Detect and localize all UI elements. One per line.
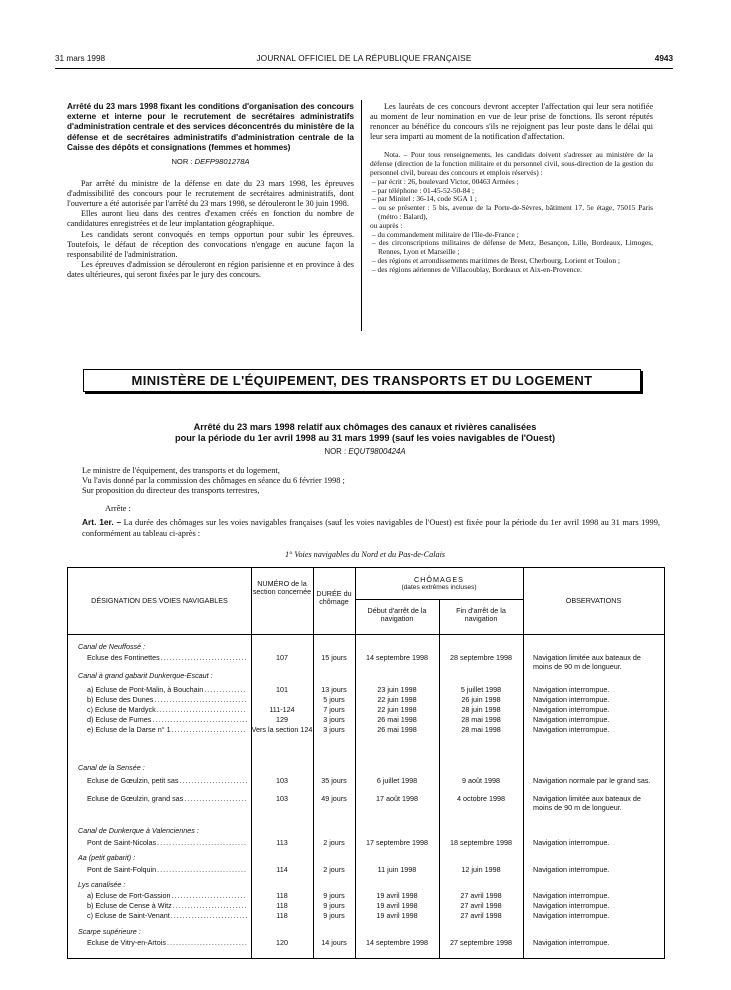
page-header <box>55 52 673 69</box>
ministry-title: MINISTÈRE DE L'ÉQUIPEMENT, DES TRANSPORTS ET DU LOGEMENT <box>131 373 593 388</box>
header-duree: DURÉE du chômage <box>316 589 352 606</box>
header-chomages-sub: (dates extrêmes incluses) <box>401 584 477 591</box>
arrete-word: Arrête : <box>105 504 131 513</box>
cell-designation: Canal de Dunkerque à Valenciennes : <box>78 826 199 835</box>
nota-item: – des régions et arrondissements maritimes de Brest, Cherbourg, Lorient et Toulon ; <box>372 255 620 265</box>
paragraph: Les candidats seront convoqués en temps opportun pour subir les épreuves. Toutefois, le défaut de réception des convocations n'engage en aucune façon la responsabilité de l'administration. <box>67 229 354 259</box>
nota-item: – ou se présenter : 5 bis, avenue de la Porte-de-Sèvres, bâtiment 17, 5e étage, 75015 Paris (métro : Balard), <box>372 203 653 221</box>
nota-item: – du commandement militaire de l'Ile-de-France ; <box>372 229 519 239</box>
article-1-text: La durée des chômages sur les voies navigables françaises (sauf les voies navigables de l'Ouest) est fixée pour la période du 1er avril 1998 au 31 mars 1999, conformément au tableau ci-après : <box>82 518 660 538</box>
cell-duree: 5 jours <box>323 695 345 704</box>
cell-debut: 11 juin 1998 <box>377 865 417 874</box>
cell-duree: 3 jours <box>323 715 345 724</box>
cell-observations: Navigation interrompue. <box>533 865 610 874</box>
cell-duree: 35 jours <box>321 776 347 785</box>
cell-debut: 23 juin 1998 <box>377 685 417 694</box>
cell-debut: 19 avril 1998 <box>376 911 418 920</box>
cell-designation: Lys canalisée : <box>78 880 126 889</box>
cell-designation: Scarpe supérieure : <box>78 927 141 936</box>
nota-block <box>370 151 653 274</box>
cell-designation: Ecluse de Gœulzin, grand sas ..... <box>87 795 247 804</box>
cell-numero: 118 <box>276 901 288 910</box>
chomages-table <box>67 567 665 959</box>
cell-designation: Ecluse de Vitry-en-Artois ..... <box>87 939 247 948</box>
arrete2-intro: Le ministre de l'équipement, des transports et du logement, Vu l'avis donné par la commission des chômages en séance du 6 février 1998 ; Sur proposition du directeur des transports terrestres, <box>82 466 345 496</box>
cell-fin: 28 mai 1998 <box>461 715 501 724</box>
cell-observations: Navigation interrompue. <box>533 695 610 704</box>
cell-observations: Navigation interrompue. <box>533 725 610 734</box>
cell-designation: a) Ecluse de Pont-Malin, à Bouchain ..... <box>87 686 247 695</box>
cell-numero: 118 <box>276 891 288 900</box>
article-1-label: Art. 1er. – <box>82 517 122 527</box>
article-1 <box>82 517 660 539</box>
arrete2-nor-code: EQUT9800424A <box>348 447 406 456</box>
cell-numero: 101 <box>276 685 288 694</box>
table-subtitle: 1° Voies navigables du Nord et du Pas-de-Calais <box>284 550 446 559</box>
cell-observations: Navigation interrompue. <box>533 938 610 947</box>
cell-designation: Canal de Neuffossé : <box>78 642 146 651</box>
cell-numero: 120 <box>276 938 288 947</box>
cell-observations: Navigation interrompue. <box>533 891 610 900</box>
cell-numero: 107 <box>276 653 288 662</box>
cell-duree: 9 jours <box>323 901 345 910</box>
cell-numero: 118 <box>276 911 288 920</box>
cell-observations: Navigation normale par le grand sas. <box>533 776 651 785</box>
cell-debut: 22 juin 1998 <box>377 695 417 704</box>
cell-duree: 2 jours <box>323 838 345 847</box>
cell-fin: 18 septembre 1998 <box>450 838 512 847</box>
cell-debut: 14 septembre 1998 <box>366 653 428 662</box>
cell-fin: 27 septembre 1998 <box>450 938 512 947</box>
arrete2-title: Arrêté du 23 mars 1998 relatif aux chômages des canaux et rivières canalisées pour la période du 1er avril 1998 au 31 mars 1999 (sauf les voies navigables de l'Ouest) <box>174 422 556 443</box>
arrete1-nor-code: DEFP9801278A <box>194 157 250 167</box>
cell-designation: Pont de Saint-Nicolas ..... <box>87 839 247 848</box>
nota-item: – par Minitel : 36-14, code SGA 1 ; <box>372 194 477 204</box>
page-number: 4943 <box>654 54 673 63</box>
header-debut: Début d'arrêt de la navigation <box>367 606 427 623</box>
cell-debut: 22 juin 1998 <box>377 705 417 714</box>
nota-aupres: ou auprès : <box>370 220 403 230</box>
cell-observations: Navigation interrompue. <box>533 715 610 724</box>
cell-numero: Vers la section 124 <box>251 725 313 734</box>
nota-item: – des régions aériennes de Villacoublay, Bordeaux et Aix-en-Provence. <box>372 264 582 274</box>
cell-designation: c) Ecluse de Mardyck ..... <box>87 706 247 715</box>
cell-duree: 14 jours <box>321 938 347 947</box>
cell-numero: 111-124 <box>269 705 295 714</box>
cell-fin: 9 août 1998 <box>462 776 500 785</box>
cell-designation: Ecluse des Fontinettes ..... <box>87 654 247 663</box>
ministry-banner <box>83 369 641 392</box>
cell-fin: 12 juin 1998 <box>461 865 501 874</box>
header-chomages: CHÔMAGES <box>414 575 464 584</box>
cell-numero: 103 <box>276 776 288 785</box>
nota-item: – par écrit : 26, boulevard Victor, 00463 Armées ; <box>372 176 519 186</box>
cell-observations: Navigation interrompue. <box>533 705 610 714</box>
cell-designation: Canal à grand gabarit Dunkerque-Escaut : <box>78 671 213 680</box>
cell-duree: 15 jours <box>321 653 347 662</box>
cell-debut: 17 septembre 1998 <box>366 838 428 847</box>
header-observations: OBSERVATIONS <box>565 596 622 605</box>
cell-fin: 28 juin 1998 <box>461 705 501 714</box>
cell-fin: 27 avril 1998 <box>460 891 502 900</box>
cell-debut: 17 août 1998 <box>376 794 418 803</box>
cell-debut: 19 avril 1998 <box>376 891 418 900</box>
cell-debut: 19 avril 1998 <box>376 901 418 910</box>
cell-duree: 7 jours <box>323 705 345 714</box>
arrete2-nor: NOR : EQUT9800424A <box>324 447 406 456</box>
cell-debut: 6 juillet 1998 <box>376 776 418 785</box>
cell-duree: 9 jours <box>323 911 345 920</box>
header-date: 31 mars 1998 <box>55 54 106 63</box>
cell-observations: Navigation interrompue. <box>533 685 610 694</box>
paragraph: Par arrêté du ministre de la défense en date du 23 mars 1998, les épreuves d'admissibilité des concours pour le recrutement de secrétaires administratifs, dont l'ouverture a été autorisée par l'arrêté du 23 mars 1998, se dérouleront le 30 juin 1998. <box>67 179 354 209</box>
cell-designation: d) Ecluse de Furnes ..... <box>87 716 247 725</box>
paragraph: Elles auront lieu dans des centres d'examen créés en fonction du nombre de candidatures enregistrées et de leur implantation géographique. <box>67 209 354 229</box>
paragraph: Les épreuves d'admission se dérouleront en région parisienne et en province à des dates ultérieures, qui seront fixées par le jury des concours. <box>67 259 354 279</box>
cell-numero: 103 <box>276 794 288 803</box>
cell-observations: Navigation limitée aux bateaux de moins de 90 m de longueur. <box>533 794 641 812</box>
cell-duree: 13 jours <box>321 685 347 694</box>
header-numero: NUMÉRO de la section concernée <box>252 579 312 596</box>
cell-fin: 26 juin 1998 <box>461 695 501 704</box>
cell-numero: 129 <box>276 715 288 724</box>
header-fin: Fin d'arrêt de la navigation <box>456 606 506 623</box>
cell-designation: c) Ecluse de Saint-Venant ..... <box>87 912 247 921</box>
cell-fin: 28 septembre 1998 <box>450 653 512 662</box>
cell-duree: 9 jours <box>323 891 345 900</box>
arrete1-title: Arrêté du 23 mars 1998 fixant les conditions d'organisation des concours externe et interne pour le recrutement de secrétaires administratifs d'administration centrale et des services déconcentrés du ministère de la défense et de secrétaires administratifs d'administration centrale de la Caisse des dépôts et consignations (femmes et hommes) <box>67 102 354 152</box>
cell-fin: 28 mai 1998 <box>461 725 501 734</box>
cell-fin: 27 avril 1998 <box>460 901 502 910</box>
cell-designation: Canal de la Sensée : <box>78 763 145 772</box>
journal-title: JOURNAL OFFICIEL DE LA RÉPUBLIQUE FRANÇAISE <box>256 54 472 63</box>
paragraph: Les lauréats de ces concours devront accepter l'affectation qui leur sera notifiée au moment de leur nomination en vue de leur prise de fonctions. Ils seront réputés renoncer au bénéfice du concours s'ils ne rejoignent pas leur poste dans le délai qui leur sera imparti au moment de la notification d'affectation. <box>370 102 653 142</box>
cell-observations: Navigation interrompue. <box>533 911 610 920</box>
cell-numero: 114 <box>276 865 288 874</box>
cell-duree: 3 jours <box>323 725 345 734</box>
cell-designation: b) Ecluse de Cense à Witz ..... <box>87 902 247 911</box>
cell-designation: Aa (petit gabarit) : <box>78 853 136 862</box>
cell-designation: Pont de Saint-Folquin ..... <box>87 866 247 875</box>
cell-observations: Navigation interrompue. <box>533 838 610 847</box>
cell-debut: 26 mai 1998 <box>377 725 417 734</box>
cell-fin: 4 octobre 1998 <box>457 794 505 803</box>
nota-intro: Nota. – Pour tous renseignements, les candidats doivent s'adresser au ministère de la défense (direction de la fonction militaire et du personnel civil, sous-direction de la gestion du personnel civil, bureau des concours et emplois réservés) : <box>370 150 653 177</box>
cell-observations: Navigation limitée aux bateaux de moins de 90 m de longueur. <box>533 653 641 671</box>
nota-item: – des circonscriptions militaires de défense de Metz, Besançon, Lille, Bordeaux, Limoges, Rennes, Lyon et Marseille ; <box>372 238 653 257</box>
right-column <box>370 102 653 275</box>
arrete1-nor: NOR : DEFP9801278A <box>171 157 250 167</box>
cell-debut: 26 mai 1998 <box>377 715 417 724</box>
cell-designation: b) Ecluse des Dunes ..... <box>87 696 247 705</box>
cell-designation: e) Ecluse de la Darse n° 1 ..... <box>87 726 247 735</box>
cell-fin: 27 avril 1998 <box>460 911 502 920</box>
cell-designation: Ecluse de Gœulzin, petit sas ..... <box>87 777 247 786</box>
nota-item: – par téléphone : 01-45-52-50-84 ; <box>372 185 475 195</box>
cell-debut: 14 septembre 1998 <box>366 938 428 947</box>
cell-observations: Navigation interrompue. <box>533 901 610 910</box>
cell-designation: a) Ecluse de Fort-Gassion ..... <box>87 892 247 901</box>
header-designation: DÉSIGNATION DES VOIES NAVIGABLES <box>91 596 228 605</box>
left-column <box>67 102 354 280</box>
cell-duree: 2 jours <box>323 865 345 874</box>
cell-fin: 5 juillet 1998 <box>460 685 502 694</box>
cell-numero: 113 <box>276 838 288 847</box>
cell-duree: 49 jours <box>321 794 347 803</box>
column-divider <box>361 100 362 331</box>
